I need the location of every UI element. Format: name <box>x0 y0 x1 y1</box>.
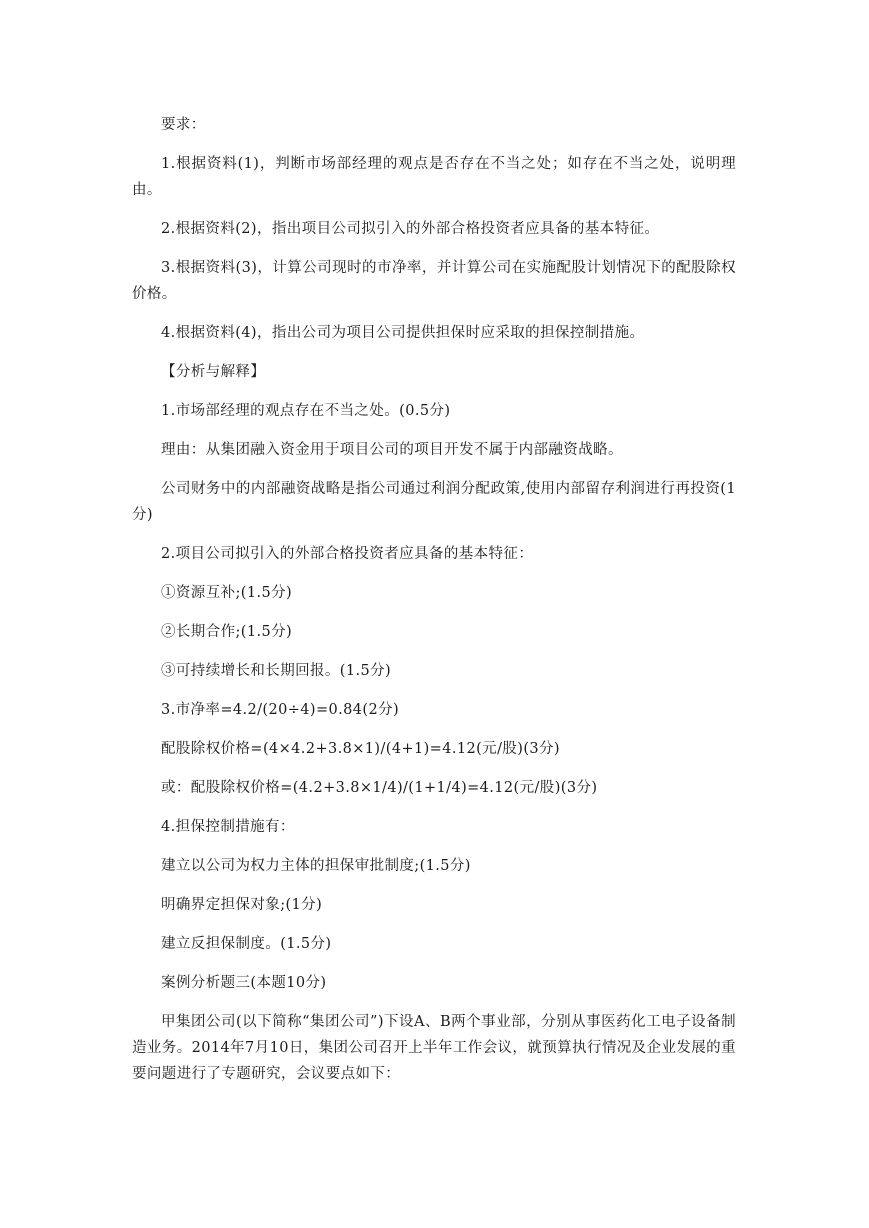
answer-4-item-3: 建立反担保制度。(1.5分) <box>161 936 332 952</box>
answer-3-rights-price: 配股除权价格=(4×4.2+3.8×1)/(4+1)=4.12(元/股)(3分) <box>161 741 560 757</box>
answer-2-item-1: ①资源互补;(1.5分) <box>161 585 293 601</box>
requirement-1: 1.根据资料(1)，判断市场部经理的观点是否存在不当之处；如存在不当之处，说明理由。 <box>132 156 736 198</box>
case-3-intro: 甲集团公司(以下简称“集团公司”)下设A、B两个事业部，分别从事医药化工电子设备制造业务。2014年7月10日，集团公司召开上半年工作会议，就预算执行情况及企业发展的重要问题进行了专题研究，会议要点如下： <box>132 1014 736 1082</box>
requirements-heading: 要求： <box>161 117 206 133</box>
answer-4-item-2: 明确界定担保对象;(1分) <box>161 897 323 913</box>
answer-3-pb-ratio: 3.市净率=4.2/(20÷4)=0.84(2分) <box>161 702 400 718</box>
answer-2-item-2: ②长期合作;(1.5分) <box>161 624 293 640</box>
answer-2: 2.项目公司拟引入的外部合格投资者应具备的基本特征： <box>161 546 534 562</box>
answer-1-reason: 理由：从集团融入资金用于项目公司的项目开发不属于内部融资战略。 <box>161 442 623 458</box>
requirement-3: 3.根据资料(3)，计算公司现时的市净率，并计算公司在实施配股计划情况下的配股除权价格。 <box>132 260 736 302</box>
answer-4-item-1: 建立以公司为权力主体的担保审批制度;(1.5分) <box>161 858 471 874</box>
answer-1-explanation: 公司财务中的内部融资战略是指公司通过利润分配政策,使用内部留存利润进行再投资(1分) <box>132 481 736 523</box>
requirement-2: 2.根据资料(2)，指出项目公司拟引入的外部合格投资者应具备的基本特征。 <box>161 221 660 237</box>
requirement-4: 4.根据资料(4)，指出公司为项目公司提供担保时应采取的担保控制措施。 <box>161 325 645 341</box>
analysis-heading: 【分析与解释】 <box>161 364 266 380</box>
document-page <box>132 112 736 1100</box>
answer-1: 1.市场部经理的观点存在不当之处。(0.5分) <box>161 403 451 419</box>
answer-4: 4.担保控制措施有： <box>161 819 295 835</box>
answer-3-rights-price-alt: 或：配股除权价格=(4.2+3.8×1/4)/(1+1/4)=4.12(元/股)(3分) <box>161 780 598 796</box>
case-3-heading: 案例分析题三(本题10分) <box>161 975 327 991</box>
answer-2-item-3: ③可持续增长和长期回报。(1.5分) <box>161 663 392 679</box>
